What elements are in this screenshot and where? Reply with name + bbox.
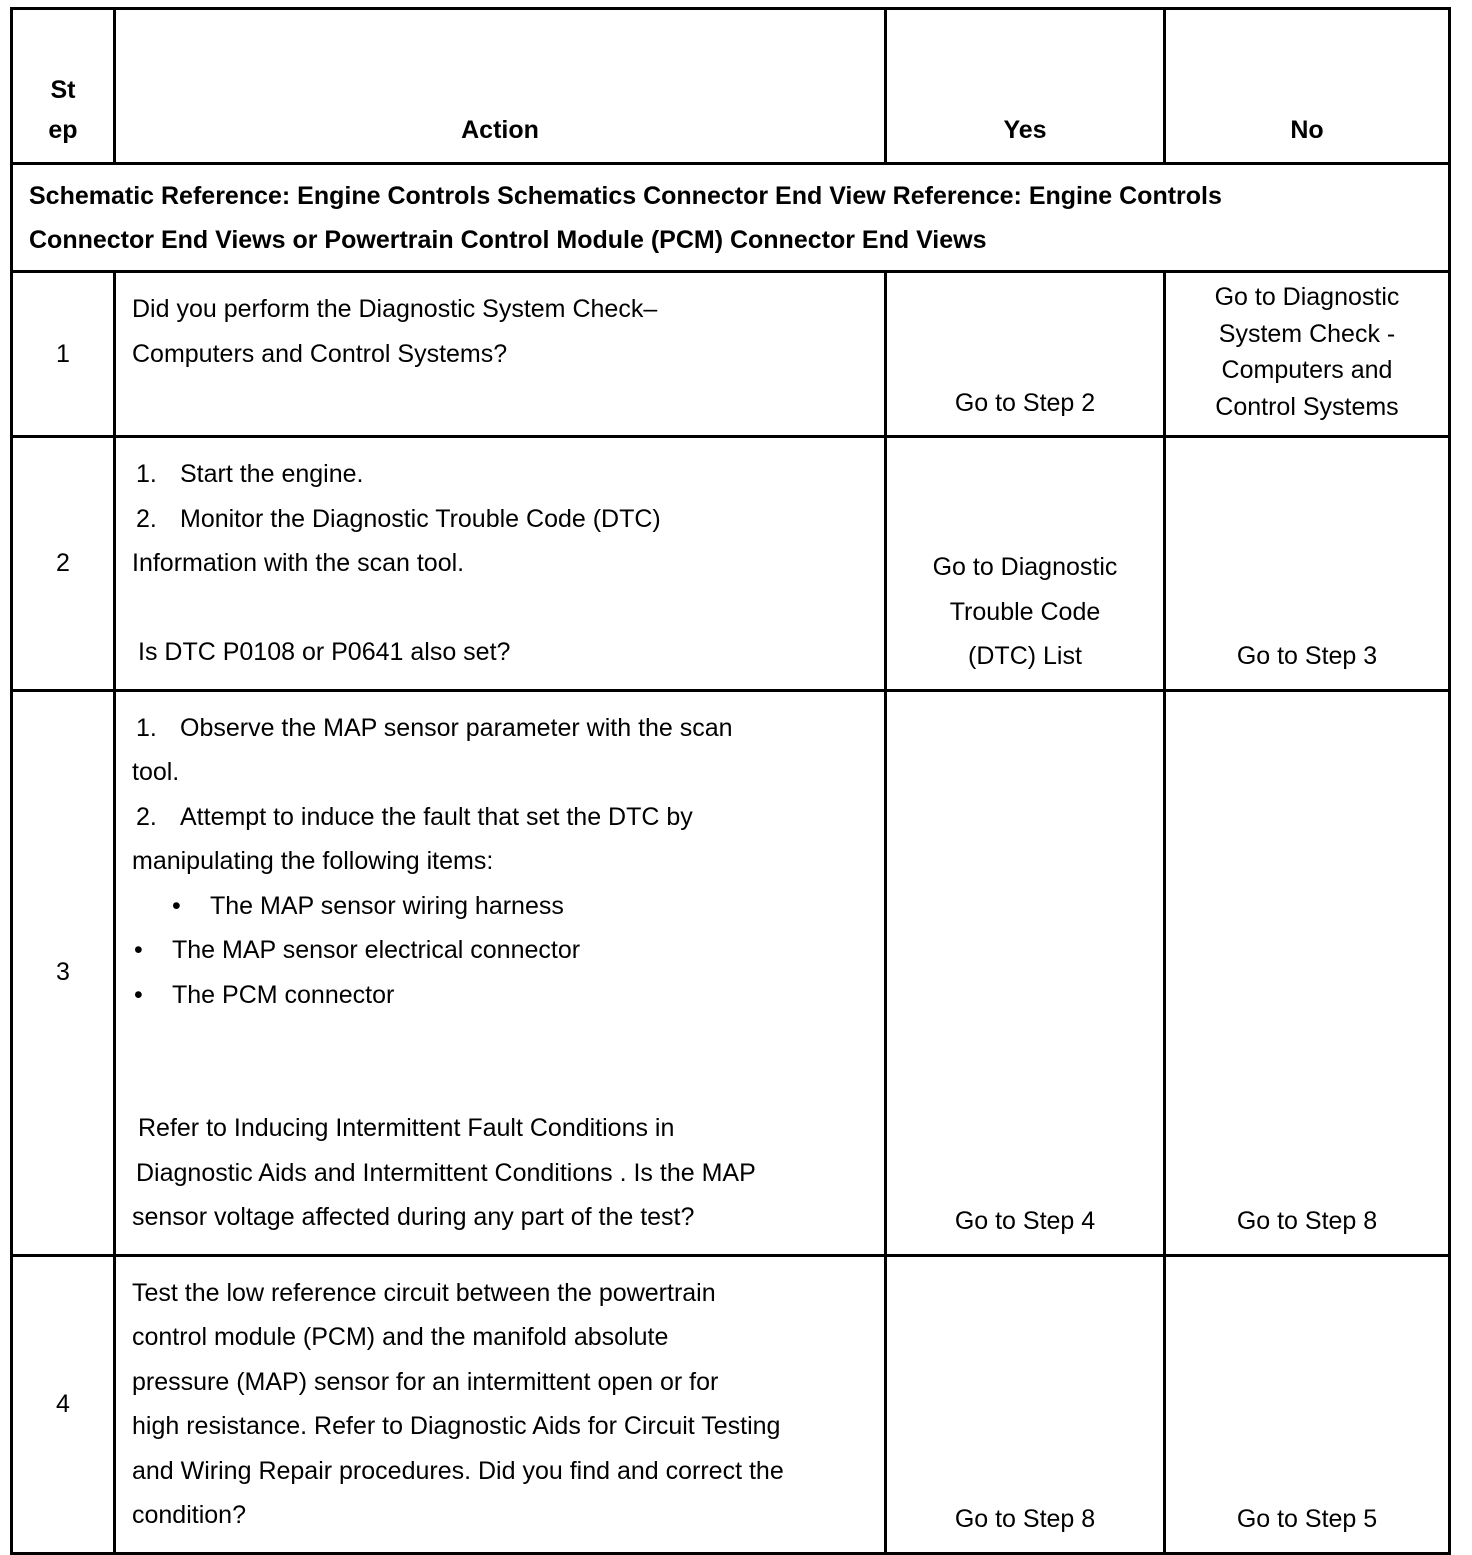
yes-cell: [886, 437, 1165, 691]
reference-cell: [12, 164, 1450, 272]
action-line: condition?: [132, 1501, 246, 1529]
refer-line: Diagnostic Aids and Intermittent Conditions . Is the MAP: [136, 1158, 756, 1187]
item-number: 2.: [136, 802, 157, 831]
item-number: 2.: [136, 504, 157, 533]
bullet-dot: •: [172, 891, 181, 920]
yes-cell: Go to Step 4: [886, 690, 1165, 1255]
yes-line: Go to Diagnostic: [932, 553, 1118, 581]
action-line: and Wiring Repair procedures. Did you find and correct the: [132, 1456, 784, 1485]
no-cell: Go to Step 5: [1165, 1255, 1450, 1553]
action-cell: [115, 272, 886, 437]
continuation-text: tool.: [132, 758, 180, 786]
bullet-text: The PCM connector: [172, 980, 395, 1009]
no-cell: [1165, 272, 1450, 437]
diagnostic-table: [10, 7, 1451, 1555]
action-line: control module (PCM) and the manifold absolute: [132, 1323, 669, 1351]
table-row-step-1: [12, 272, 1450, 437]
action-cell: [115, 437, 886, 691]
header-step: [12, 9, 115, 164]
item-text: Monitor the Diagnostic Trouble Code (DTC): [180, 504, 661, 533]
bullet-text: The MAP sensor wiring harness: [210, 891, 564, 920]
bullet-dot: •: [134, 980, 143, 1009]
header-step-line2: ep: [48, 116, 78, 144]
yes-cell: Go to Step 2: [886, 272, 1165, 437]
no-cell: Go to Step 3: [1165, 437, 1450, 691]
item-number: 1.: [136, 713, 157, 742]
table-row-step-2: [12, 437, 1450, 691]
refer-line: Refer to Inducing Intermittent Fault Conditions in: [138, 1114, 675, 1142]
item-text: Start the engine.: [180, 460, 364, 488]
action-line: Computers and Control Systems?: [132, 339, 508, 368]
action-cell: [115, 1255, 886, 1553]
numbered-item: [132, 497, 868, 542]
item-number: 1.: [136, 460, 157, 488]
header-row: [12, 9, 1450, 164]
continuation-text: Information with the scan tool.: [132, 549, 465, 577]
bullet-text: The MAP sensor electrical connector: [172, 936, 581, 964]
header-yes: Yes: [886, 9, 1165, 164]
bullet-dot: •: [134, 936, 143, 964]
header-action: Action: [115, 9, 886, 164]
refer-line: sensor voltage affected during any part of the test?: [132, 1203, 695, 1231]
yes-line: (DTC) List: [968, 642, 1082, 670]
action-line: Did you perform the Diagnostic System Check–: [132, 295, 658, 323]
item-text: Attempt to induce the fault that set the DTC by: [180, 802, 693, 831]
yes-cell: Go to Step 8: [886, 1255, 1165, 1553]
spacer: [132, 586, 868, 631]
bullet-item: [132, 884, 868, 929]
step-number: 4: [12, 1255, 115, 1553]
reference-row: [12, 164, 1450, 272]
action-line: high resistance. Refer to Diagnostic Aids for Circuit Testing: [132, 1412, 781, 1440]
reference-line1: Schematic Reference: Engine Controls Schematics Connector End View Reference: Engine Controls: [29, 181, 1222, 210]
header-no: No: [1165, 9, 1450, 164]
table-row-step-3: [12, 690, 1450, 1255]
header-step-line1: St: [50, 76, 76, 104]
table-row-step-4: [12, 1255, 1450, 1553]
question-text: Is DTC P0108 or P0641 also set?: [138, 638, 511, 666]
no-line: System Check -: [1218, 319, 1396, 348]
step-number: 1: [12, 272, 115, 437]
continuation-text: manipulating the following items:: [132, 847, 494, 875]
no-cell: Go to Step 8: [1165, 690, 1450, 1255]
no-line: Control Systems: [1215, 392, 1399, 421]
yes-line: Trouble Code: [949, 597, 1101, 626]
bullet-item: [132, 973, 868, 1018]
numbered-item: [132, 706, 868, 751]
action-line: pressure (MAP) sensor for an intermittent open or for: [132, 1367, 719, 1396]
spacer: [132, 1017, 868, 1106]
no-line: Go to Diagnostic: [1214, 283, 1400, 311]
action-line: Test the low reference circuit between the powertrain: [132, 1278, 716, 1307]
reference-line2: Connector End Views or Powertrain Control Module (PCM) Connector End Views: [29, 225, 987, 254]
no-line: Computers and: [1221, 356, 1393, 384]
step-number: 2: [12, 437, 115, 691]
numbered-item: [132, 452, 868, 497]
action-cell: [115, 690, 886, 1255]
numbered-item: [132, 795, 868, 840]
item-text: Observe the MAP sensor parameter with the scan: [180, 713, 733, 742]
bullet-item: [132, 928, 868, 973]
step-number: 3: [12, 690, 115, 1255]
